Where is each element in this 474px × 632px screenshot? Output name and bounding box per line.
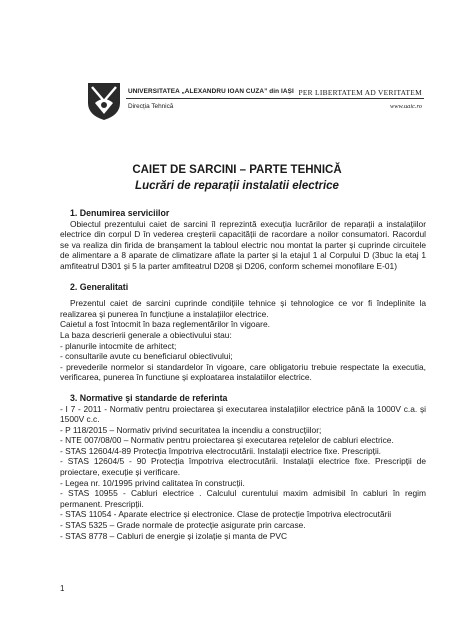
standard-item: - STAS 8778 – Cabluri de energie și izolație și manta de PVC	[60, 530, 288, 541]
general-line: - consultarile avute cu beneficiarul obiectivului;	[60, 351, 233, 362]
section-heading-services: 1. Denumirea serviciilor	[70, 208, 170, 218]
website-link[interactable]: www.uaic.ro	[390, 103, 422, 110]
standard-item: - NTE 007/08/00 – Normativ pentru proiectarea și executarea rețelelor de cabluri electrice.	[60, 435, 394, 446]
page-number: 1	[60, 584, 65, 593]
document-body	[60, 208, 426, 541]
section-text-general: Prezentul caiet de sarcini cuprinde condițiile tehnice și tehnologice ce vor fi îndeplinite la realizarea și punerea în funcțiune a instalațiilor electrice.	[60, 298, 426, 319]
standard-item: - I 7 - 2011 - Normativ pentru proiectarea și executarea instalațiilor electrice până la 1000V c.a. și 1500V c.c.	[60, 403, 426, 425]
standard-item: - STAS 10955 - Cabluri electrice . Calculul curentului maxim admisibil în cabluri în regim permanent. Prescripții.	[60, 488, 426, 509]
section-heading-standards: 3. Normative și standarde de referinta	[70, 392, 228, 403]
standard-item: - STAS 11054 - Aparate electrice și electronice. Clase de protecție împotriva electrocutării	[60, 509, 392, 520]
university-logo-icon	[86, 81, 122, 121]
standard-item: - STAS 5325 – Grade normale de protecție asigurate prin carcase.	[60, 520, 306, 531]
standard-item: - Legea nr. 10/1995 privind calitatea în construcții.	[60, 477, 245, 488]
standard-item: - STAS 12604/5 - 90 Protecția împotriva electrocutării. Instalații electrice fixe. Prescripții de proiectare, execuție și verificare.	[60, 456, 426, 478]
header-divider	[126, 98, 424, 99]
document-subtitle: Lucrări de reparații instalatii electrice	[135, 180, 339, 192]
university-name: UNIVERSITATEA „ALEXANDRU IOAN CUZA” din IAȘI	[128, 88, 294, 95]
university-motto: PER LIBERTATEM AD VERITATEM	[298, 88, 422, 97]
general-line: - prevederile normelor si standardelor în vigoare, care obligatoriu trebuie respectate la executia, verificarea, punerea în functiune și exploatarea instalatiilor electrice.	[60, 361, 426, 383]
section-heading-general: 2. Generalitati	[70, 281, 129, 292]
standard-item: - STAS 12604/4-89 Protecția împotriva electrocutării. Instalații electrice fixe. Prescripții.	[60, 445, 382, 456]
standard-item: - P 118/2015 – Normativ privind securitatea la incendiu a construcțiilor;	[60, 424, 322, 435]
document-title: CAIET DE SARCINI – PARTE TEHNICĂ	[132, 164, 342, 176]
department-name: Direcția Tehnică	[128, 103, 174, 110]
general-line: La baza descrierii generale a obiectivului stau:	[60, 329, 232, 340]
general-line: Caietul a fost întocmit în baza reglementărilor în vigoare.	[60, 319, 270, 330]
section-text-services: Obiectul prezentului caiet de sarcini îl reprezintă execuția lucrărilor de reparații a instalațiilor electrice din corpul D în vederea creșterii capacității de racordare a noilor consumatori. Racordul se va realiza din firida de branșament la tabloul electric nou montat la parter și cuprinde circuitele de alimentare a 8 aparate de climatizare aflate la parter și la etajul 1 al Corpului D (3buc la etaj 1 amfiteatrul D301 și 5 la parter amfiteatrul D208 și D206, conform schemei monofilare E-01)	[60, 218, 426, 271]
general-line: - planurile intocmite de arhitect;	[60, 340, 177, 351]
